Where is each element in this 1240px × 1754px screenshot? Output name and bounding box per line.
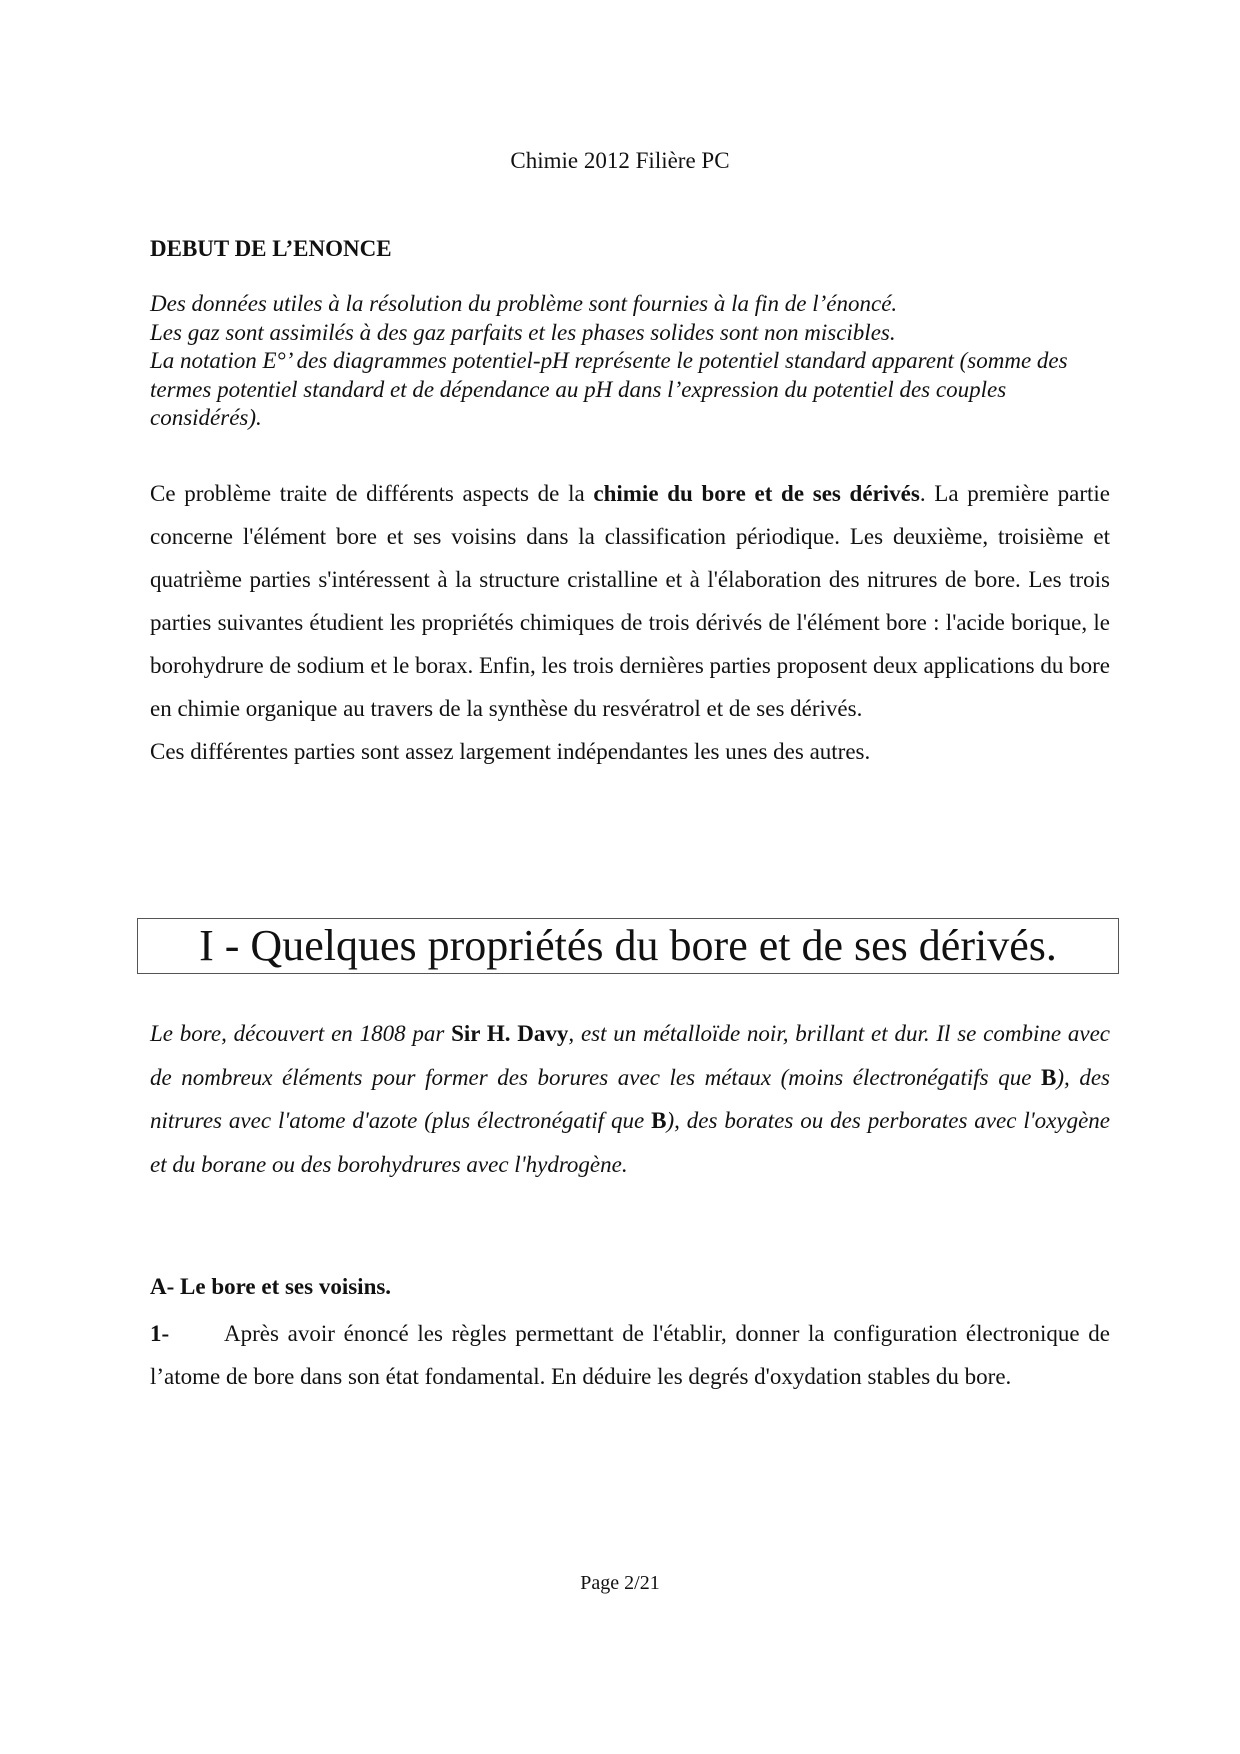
section-title-box: [137, 918, 1119, 974]
bore-intro-a: Le bore, découvert en 1808 par: [150, 1021, 452, 1046]
overview-text-a: Ce problème traite de différents aspects de la: [150, 481, 594, 506]
bore-intro-d: ), des borates ou des perborates avec l'oxygène et du borane ou des borohydrures avec l'hydrogène.: [150, 1108, 1110, 1177]
bore-intro-b: , est un métalloïde noir, brillant et dur. Il se combine avec de nombreux éléments pour former des borures avec les métaux (moins électronégatifs que: [150, 1021, 1110, 1090]
question-1-number: 1-: [150, 1321, 170, 1346]
overview-text-b: . La première partie concerne l'élément bore et ses voisins dans la classification périodique. Les deuxième, troisième et quatrième parties s'intéressent à la structure cristalline et à l'élaboration des nitrures de bore. Les trois parties suivantes étudient les propriétés chimiques de trois dérivés de l'élément bore : l'acide borique, le borohydrure de sodium et le borax. Enfin, les trois dernières parties proposent deux applications du bore en chimie organique au travers de la synthèse du resvératrol et de ses dérivés.: [150, 481, 1111, 721]
bore-intro-c: ), des nitrures avec l'atome d'azote (plus électronégatif que: [150, 1064, 1110, 1133]
intro-notes: [150, 290, 1110, 433]
bore-intro-paragraph: [150, 1012, 1110, 1186]
overview-bold: chimie du bore et de ses dérivés: [593, 481, 920, 506]
intro-line-2: Les gaz sont assimilés à des gaz parfaits et les phases solides sont non miscibles.: [150, 319, 896, 345]
overview-paragraph: [150, 472, 1110, 730]
question-1-text: Après avoir énoncé les règles permettant de l'établir, donner la configuration électronique de l’atome de bore dans son état fondamental. En déduire les degrés d'oxydation stables du bore.: [150, 1321, 1110, 1389]
page-number: Page 2/21: [580, 1572, 660, 1594]
page-header: Chimie 2012 Filière PC: [510, 148, 730, 173]
boron-symbol-1: B: [1041, 1064, 1057, 1090]
intro-line-1: Des données utiles à la résolution du problème sont fournies à la fin de l’énoncé.: [150, 291, 898, 316]
section-title: I - Quelques propriétés du bore et de ses dérivés.: [199, 921, 1057, 970]
subsection-heading: A- Le bore et ses voisins.: [150, 1274, 392, 1299]
intro-line-3: La notation E°’ des diagrammes potentiel-pH représente le potentiel standard apparent (somme des termes potentiel standard et de dépendance au pH dans l’expression du potentiel des couples considérés).: [150, 348, 1068, 430]
independence-note: Ces différentes parties sont assez largement indépendantes les unes des autres.: [150, 739, 871, 764]
davy-name: Sir H. Davy: [451, 1021, 569, 1046]
question-1: [150, 1312, 1110, 1398]
boron-symbol-2: B: [651, 1108, 667, 1133]
debut-heading: DEBUT DE L’ENONCE: [150, 236, 392, 261]
problem-overview: [150, 472, 1110, 773]
